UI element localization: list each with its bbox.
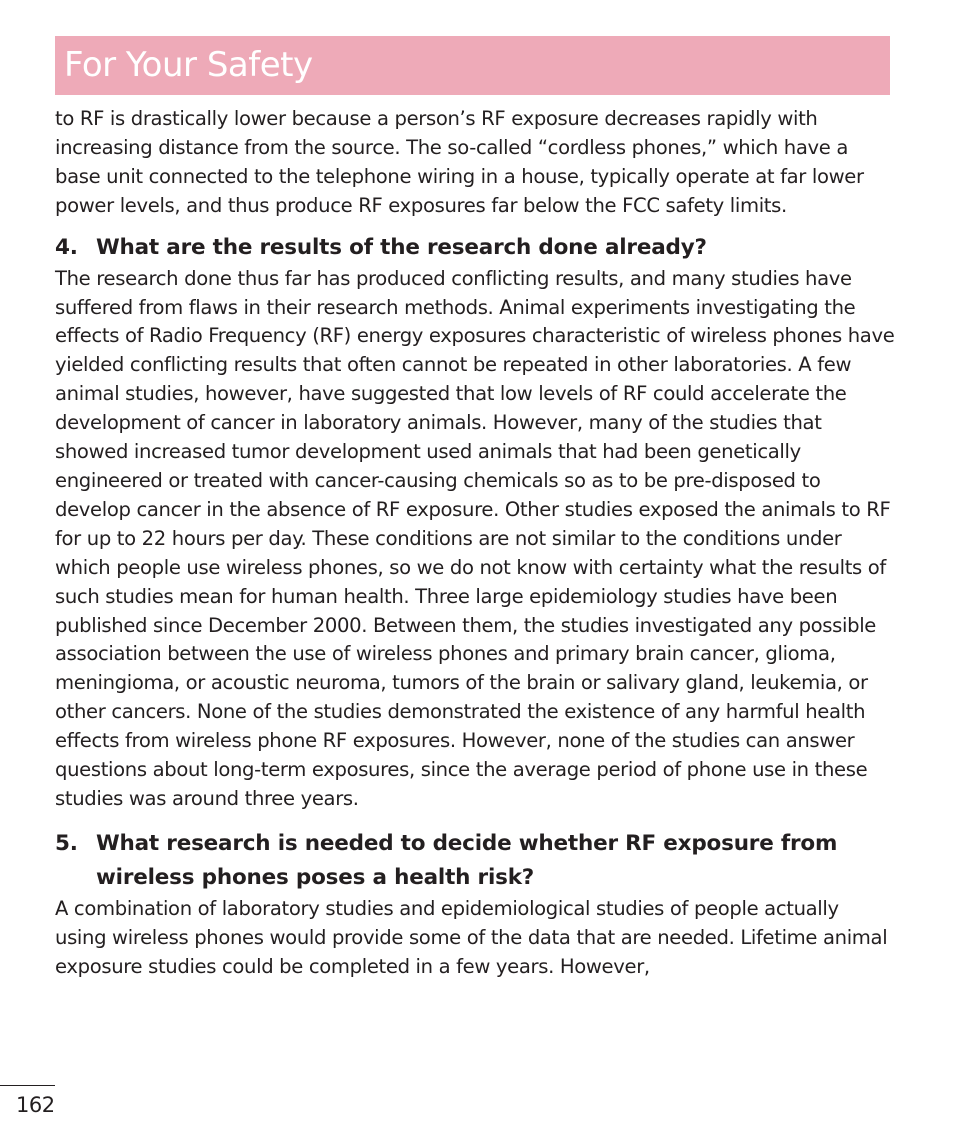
page-content bbox=[55, 105, 895, 982]
footer-rule bbox=[0, 1085, 55, 1086]
question-5-heading bbox=[55, 827, 895, 895]
question-4-body: The research done thus far has produced conflicting results, and many studies have suffered from flaws in their research methods. Animal experiments investigating the effects of Radio Frequency (RF) energy exposures characteristic of wireless phones have yielded conflicting results that often cannot be repeated in other laboratories. A few animal studies, however, have suggested that low levels of RF could accelerate the development of cancer in laboratory animals. However, many of the studies that showed increased tumor development used animals that had been genetically engineered or treated with cancer-causing chemicals so as to be pre-disposed to develop cancer in the absence of RF exposure. Other studies exposed the animals to RF for up to 22 hours per day. These conditions are not similar to the conditions under which people use wireless phones, so we do not know with certainty what the results of such studies mean for human health. Three large epidemiology studies have been published since December 2000. Between them, the studies investigated any possible association between the use of wireless phones and primary brain cancer, glioma, meningioma, or acoustic neuroma, tumors of the brain or salivary gland, leukemia, or other cancers. None of the studies demonstrated the existence of any harmful health effects from wireless phone RF exposures. However, none of the studies can answer questions about long-term exposures, since the average period of phone use in these studies was around three years. bbox=[55, 266, 895, 810]
page-number: 162 bbox=[16, 1093, 55, 1117]
intro-paragraph: to RF is drastically lower because a person’s RF exposure decreases rapidly with increasing distance from the source. The so-called “cordless phones,” which have a base unit connected to the telephone wiring in a house, typically operate at far lower power levels, and thus produce RF exposures far below the FCC safety limits. bbox=[55, 107, 864, 217]
question-5-text: What research is needed to decide whether RF exposure from wireless phones poses a health risk? bbox=[96, 830, 838, 890]
question-4-number: 4. bbox=[55, 234, 78, 260]
section-title: For Your Safety bbox=[64, 45, 313, 85]
section-header-bar bbox=[55, 36, 890, 95]
question-4-text: What are the results of the research done already? bbox=[96, 234, 707, 260]
question-5-body: A combination of laboratory studies and epidemiological studies of people actually using wireless phones would provide some of the data that are needed. Lifetime animal exposure studies could be completed in a few years. However, bbox=[55, 896, 888, 978]
question-5-number: 5. bbox=[55, 830, 78, 856]
question-4-heading bbox=[55, 231, 895, 265]
